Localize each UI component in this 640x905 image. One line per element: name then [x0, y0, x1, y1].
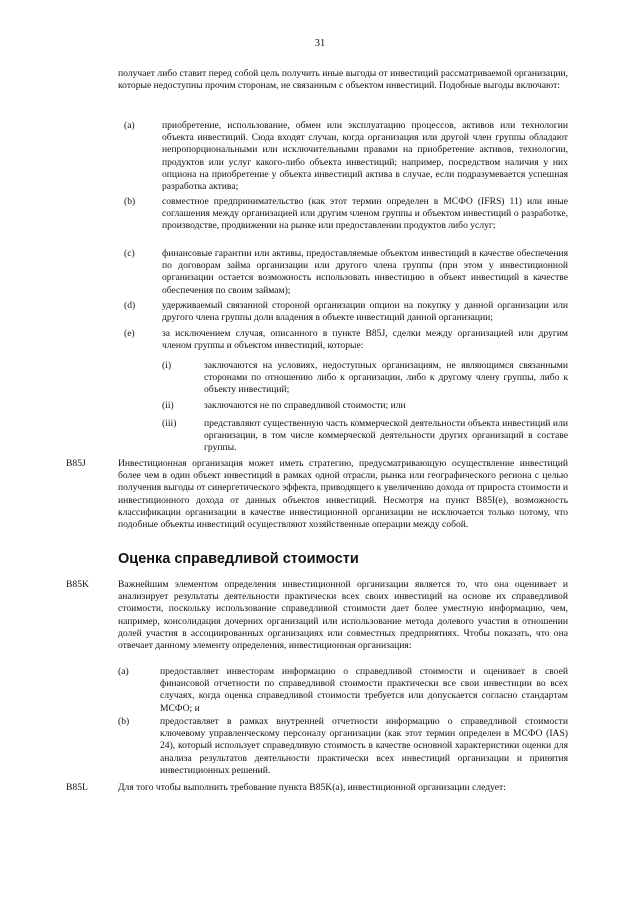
item-text: предоставляет инвесторам информацию о справедливой стоимости и оценивает в своей финансовой отчетности по справедливой стоимости практически все свои инвестиции во всех случаях, когда оценка справедливой стоимости требуется или допускается согласно стандартам МСФО; и — [160, 666, 568, 714]
item-label: (c) — [124, 248, 135, 259]
item-label: (a) — [124, 120, 135, 131]
item-text: финансовые гарантии или активы, предоставляемые объектом инвестиций в качестве обеспечения по договорам займа организации или другого члена группы (при этом у инвестиционной организации остается возможность использовать инвестицию в объект инвестиций в качестве обеспечения по своим займам); — [162, 248, 568, 296]
item-label: (d) — [124, 300, 136, 311]
item-text: представляют существенную часть коммерческой деятельности объекта инвестиций или организации, в том числе коммерческой деятельности других организаций в составе группы. — [204, 418, 568, 454]
intro-paragraph: получает либо ставит перед собой цель получить иные выгоды от инвестиций рассматриваемой организации, которые недоступны прочим сторонам, не связанным с объектом инвестиций. Подобные выгоды включают: — [118, 68, 568, 92]
page-number: 31 — [314, 38, 326, 49]
paragraph-label-b85j: B85J — [66, 458, 86, 469]
item-label: (iii) — [162, 418, 177, 429]
paragraph-b85l: Для того чтобы выполнить требование пункта B85K(a), инвестиционной организации следует: — [118, 782, 506, 793]
section-heading: Оценка справедливой стоимости — [118, 551, 359, 567]
item-label: (a) — [118, 666, 129, 677]
item-label: (b) — [118, 716, 130, 727]
item-label: (b) — [124, 196, 136, 207]
item-text: удерживаемый связанной стороной организации опцион на покупку у данной организации или другого члена группы доли владения в объекте инвестиций данной организации; — [162, 300, 568, 324]
item-text: предоставляет в рамках внутренней отчетности информацию о справедливой стоимости ключевому управленческому персоналу организации (как этот термин определен в МСФО (IAS) 24), который использует справедливую стоимость в качестве основной характеристики оценки для анализа результатов деятельности практически всех инвестиций организации и принятия инвестиционных решений. — [160, 716, 568, 776]
item-text: приобретение, использование, обмен или эксплуатацию процессов, активов или технологии объекта инвестиций. Сюда входят случаи, когда организация или другой член группы обладают непропорциональными или исключительными правами на приобретение активов, технологии, продуктов или услуг какого-либо объекта инвестиций; например, посредством наличия у них опциона на приобретение у объекта инвестиций актива в случае, если подразумевается успешная разработка актива; — [162, 120, 568, 193]
item-text: за исключением случая, описанного в пункте B85J, сделки между организацией или другим членом группы и объектом инвестиций, которые: — [162, 328, 568, 352]
paragraph-b85k: Важнейшим элементом определения инвестиционной организации является то, что она оценивает и анализирует результаты деятельности практически всех своих инвестиций на основе их справедливой стоимости, поскольку использование справедливой стоимости дает более уместную информацию, чем, например, консолидация дочерних организаций или использование метода долевого участия в отношении долей участия в ассоциированных организациях или совместных предприятиях. Чтобы показать, что она отвечает данному элементу определения, инвестиционная организация: — [118, 579, 568, 652]
item-label: (i) — [162, 360, 172, 371]
item-text: заключаются не по справедливой стоимости; или — [204, 400, 406, 411]
paragraph-label-b85l: B85L — [66, 782, 88, 793]
item-label: (ii) — [162, 400, 174, 411]
paragraph-label-b85k: B85K — [66, 579, 89, 590]
paragraph-b85j: Инвестиционная организация может иметь стратегию, предусматривающую осуществление инвестиций более чем в один объект инвестиций в рамках одной отрасли, рынка или географического региона с целью получения выгоды от синергетического эффекта, приводящего к увеличению дохода от прироста стоимости и инвестиционного дохода от данных объектов инвестиций. Несмотря на пункт B85I(e), возможность классификации организации в качестве инвестиционной организации не исключается только потому, что подобные объекты инвестиций осуществляют хозяйственные операции между собой. — [118, 458, 568, 531]
item-label: (e) — [124, 328, 135, 339]
item-text: совместное предпринимательство (как этот термин определен в МСФО (IFRS) 11) или иные соглашения между организацией или другим членом группы и объектом инвестиций о разработке, производстве, продвижении на рынке или предоставлении продуктов либо услуг; — [162, 196, 568, 232]
item-text: заключаются на условиях, недоступных организациям, не являющимся связанными сторонами по отношению либо к организации, либо к другому члену группы, либо к объекту инвестиций; — [204, 360, 568, 396]
